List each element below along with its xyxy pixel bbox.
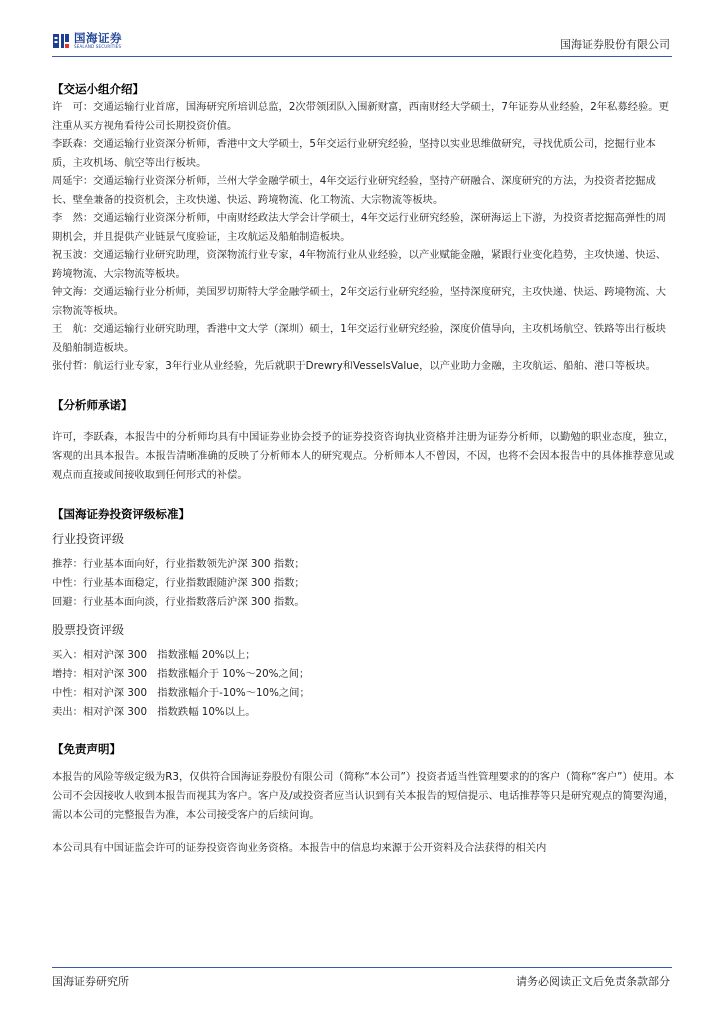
stock-rating-item: 卖出：相对沪深 300 指数跌幅 10%以上。 <box>52 705 256 718</box>
page-header <box>0 0 724 62</box>
logo-en-text: SEALAND SECURITIES <box>74 44 122 50</box>
footer-institute: 国海证券研究所 <box>52 975 129 988</box>
page-content <box>52 80 674 858</box>
team-member: 周延宇：交通运输行业资深分析师，兰州大学金融学硕士，4年交运行业研究经验，坚持产研融合、深度研究的方法，为投资者挖掘成长、壁垒兼备的投资机会，主攻快递、快运、跨境物流、化工物流、大宗物流等板块。 <box>52 175 656 206</box>
team-member: 李跃森：交通运输行业资深分析师，香港中文大学硕士，5年交运行业研究经验，坚持以实业思维做研究，寻找优质公司，挖掘行业本质，主攻机场、航空等出行板块。 <box>52 138 656 169</box>
industry-rating-item: 回避：行业基本面向淡，行业指数落后沪深 300 指数。 <box>52 595 305 608</box>
disclaimer-paragraph: 本公司具有中国证监会许可的证券投资咨询业务资格。本报告中的信息均来源于公开资料及合法获得的相关内 <box>52 841 547 854</box>
rating-title: 【国海证券投资评级标准】 <box>52 506 190 521</box>
stock-rating-heading: 股票投资评级 <box>52 622 125 637</box>
footer-notice: 请务必阅读正文后免责条款部分 <box>516 975 670 988</box>
team-section <box>52 80 674 376</box>
commitment-section <box>52 396 674 485</box>
team-member: 张付哲：航运行业专家，3年行业从业经验，先后就职于Drewry和VesselsValue，以产业助力金融，主攻航运、船舶、港口等板块。 <box>52 360 656 372</box>
disclaimer-section <box>52 740 674 858</box>
footer-divider <box>52 967 672 968</box>
commitment-title: 【分析师承诺】 <box>52 397 133 412</box>
header-company-name: 国海证券股份有限公司 <box>560 38 670 51</box>
industry-rating-item: 中性：行业基本面稳定，行业指数跟随沪深 300 指数； <box>52 576 305 589</box>
disclaimer-title: 【免责声明】 <box>52 741 121 756</box>
rating-section <box>52 505 674 722</box>
team-member: 祝玉波：交通运输行业研究助理，资深物流行业专家，4年物流行业从业经验，以产业赋能金融，紧跟行业变化趋势，主攻快递、快运、跨境物流、大宗物流等板块。 <box>52 249 667 280</box>
commitment-text: 许可，李跃森，本报告中的分析师均具有中国证券业协会授予的证券投资咨询执业资格并注册为证券分析师，以勤勉的职业态度，独立，客观的出具本报告。本报告清晰准确的反映了分析师本人的研究观点。分析师本人不曾因，不因，也将不会因本报告中的具体推荐意见或观点而直接或间接收取到任何形式的补偿。 <box>52 430 674 481</box>
team-member: 王 航：交通运输行业研究助理，香港中文大学（深圳）硕士，1年交运行业研究经验，深度价值导向，主攻机场航空、铁路等出行板块及船舶制造板块。 <box>52 323 667 354</box>
industry-rating-heading: 行业投资评级 <box>52 531 125 546</box>
team-title: 【交运小组介绍】 <box>52 82 144 96</box>
team-member: 李 然：交通运输行业资深分析师，中南财经政法大学会计学硕士，4年交运行业研究经验，深研海运上下游，为投资者挖掘高弹性的周期机会，并且提供产业链景气度验证，主攻航运及船舶制造板块。 <box>52 212 667 243</box>
team-member: 钟文海：交通运输行业分析师，美国罗切斯特大学金融学硕士，2年交运行业研究经验，坚持深度研究，主攻快递、快运、跨境物流、大宗物流等板块。 <box>52 286 667 317</box>
stock-rating-item: 增持：相对沪深 300 指数涨幅介于 10%～20%之间； <box>52 667 310 680</box>
disclaimer-paragraph: 本报告的风险等级定级为R3，仅供符合国海证券股份有限公司（简称“本公司”）投资者适当性管理要求的的客户（简称“客户”）使用。本公司不会因接收人收到本报告而视其为客户。客户及/或投资者应当认识到有关本报告的短信提示、电话推荐等只是研究观点的简要沟通，需以本公司的完整报告为准，本公司接受客户的后续问询。 <box>52 770 674 821</box>
logo-cn-text: 国海证券 <box>74 30 122 45</box>
team-member: 许 可：交通运输行业首席，国海研究所培训总监，2次带领团队入围新财富，西南财经大学硕士，7年证券从业经验，2年私募经验。更注重从买方视角看待公司长期投资价值。 <box>52 101 669 132</box>
stock-rating-item: 买入：相对沪深 300 指数涨幅 20%以上； <box>52 648 256 661</box>
logo-mark-icon <box>52 32 70 50</box>
stock-rating-item: 中性：相对沪深 300 指数涨幅介于-10%～10%之间； <box>52 686 310 699</box>
company-logo <box>52 32 122 50</box>
industry-rating-item: 推荐：行业基本面向好，行业指数领先沪深 300 指数； <box>52 557 305 570</box>
header-divider <box>52 56 672 57</box>
